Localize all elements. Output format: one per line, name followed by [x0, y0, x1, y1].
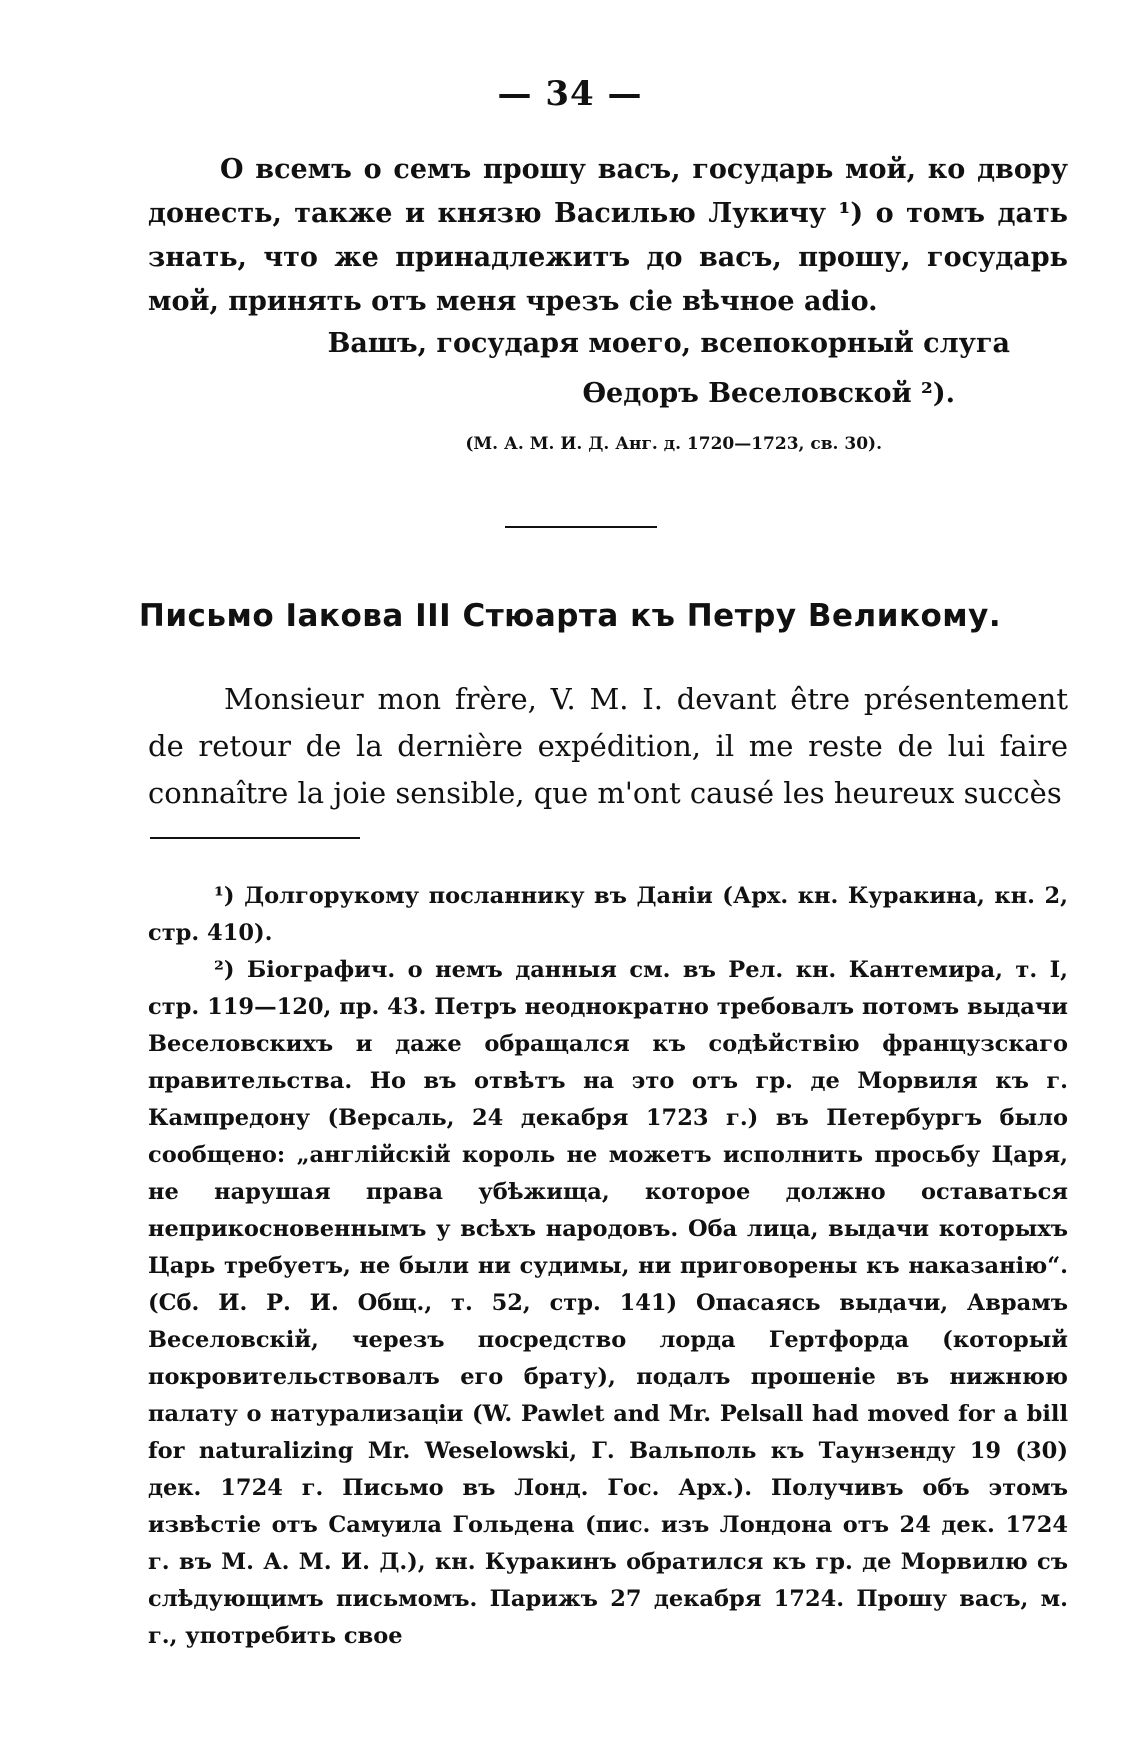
footnote-marker: ¹)	[214, 883, 235, 909]
footnote-text: Біографич. о немъ данныя см. въ Рел. кн. Кантемира, т. I, стр. 119—120, пр. 43. Петръ неоднократно требовалъ потомъ выдачи Веселовскихъ и даже обращался къ содѣйствію французскаго правительства. Но въ отвѣтъ на это отъ гр. де Морвиля къ г. Кампредону (Версаль, 24 декабря 1723 г.) въ Петербургъ было сообщено: „англійскій король не можетъ исполнить просьбу Царя, не нарушая права убѣжища, которое должно оставаться неприкосновеннымъ у всѣхъ народовъ. Оба лица, выдачи которыхъ Царь требуетъ, не были ни судимы, ни приговорены къ наказанію“. (Сб. И. Р. И. Общ., т. 52, стр. 141) Опасаясь выдачи, Аврамъ Веселовскій, черезъ посредство лорда Гертфорда (который покровительствовалъ его брату), подалъ прошеніе въ нижнюю палату о натурализаціи (W. Pawlet and Mr. Pelsall had moved for a bill for naturalizing Mr. Weselowski, Г. Вальполь къ Таунзенду 19 (30) дек. 1724 г. Письмо въ Лонд. Гос. Арх.). Получивъ объ этомъ извѣстіе отъ Самуила Гольдена (пис. изъ Лондона отъ 24 дек. 1724 г. въ М. А. М. И. Д.), кн. Куракинъ обратился къ гр. де Морвилю съ слѣдующимъ письмомъ. Парижъ 27 декабря 1724. Прошу васъ, м. г., употребить свое	[148, 957, 1068, 1649]
archive-reference: (М. А. М. И. Д. Анг. д. 1720—1723, св. 30).	[465, 434, 882, 454]
footnote-marker: ²)	[214, 957, 235, 983]
footnotes	[148, 878, 1068, 1655]
footnote-2	[148, 952, 1068, 1655]
letter-signature: Өедоръ Веселовской ²).	[582, 378, 955, 409]
footnote-rule	[150, 837, 360, 839]
section-divider	[505, 526, 657, 528]
letter-signoff: Вашъ, государя моего, всепокорный слуга	[327, 328, 1010, 359]
letter-body: О всемъ о семъ прошу васъ, государь мой, ко двору донесть, также и князю Василью Лукичу ¹) о томъ дать знать, что же принадлежитъ до васъ, прошу, государь мой, принять отъ меня чрезъ сіе вѣчное adio.	[148, 154, 1068, 317]
footnote-1	[148, 878, 1068, 952]
section-heading: Письмо Іакова III Стюарта къ Петру Великому.	[138, 598, 1002, 634]
page-number: — 34 —	[497, 74, 643, 114]
footnote-text: Долгорукому посланнику въ Даніи (Арх. кн. Куракина, кн. 2, стр. 410).	[148, 883, 1068, 946]
french-letter-text: Monsieur mon frère, V. M. I. devant être présentement de retour de la dernière expédition, il me reste de lui faire connaître la joie sensible, que m'ont causé les heureux succès	[148, 682, 1068, 810]
